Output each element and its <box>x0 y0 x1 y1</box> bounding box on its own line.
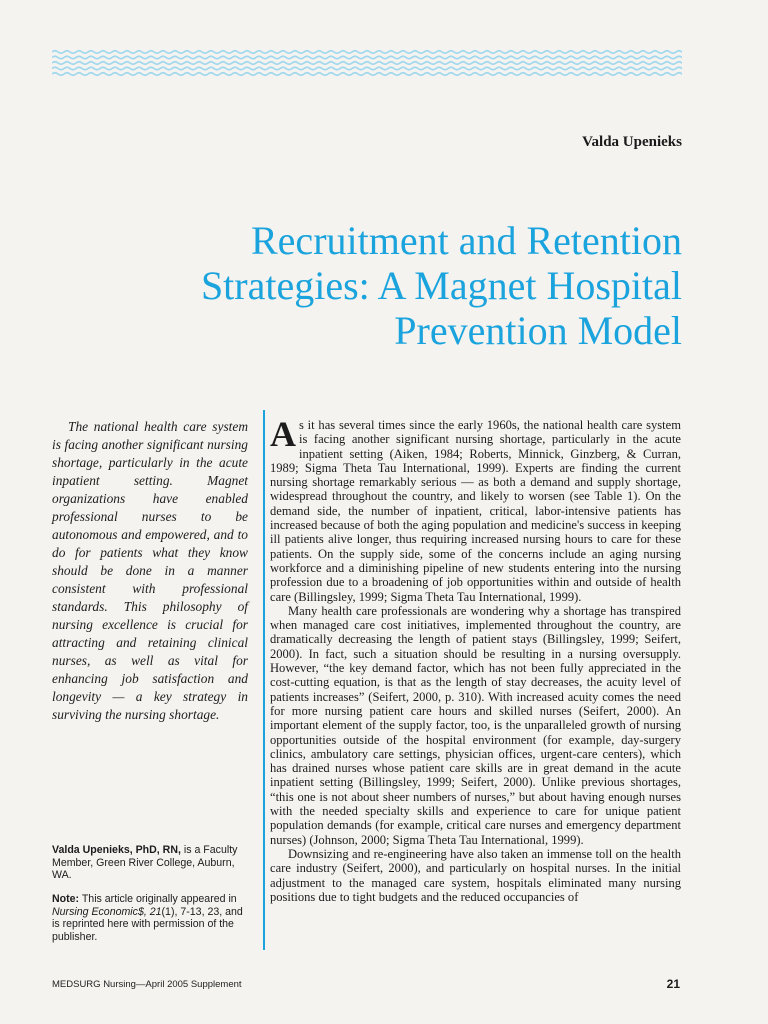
column-divider <box>263 410 265 950</box>
title-line-1: Recruitment and Retention <box>251 218 682 263</box>
author-name: Valda Upenieks <box>582 134 682 150</box>
note-journal: Nursing Economic$, 21 <box>52 905 162 918</box>
bio-name: Valda Upenieks, PhD, RN, <box>52 844 181 856</box>
body-paragraph-2: Many health care professionals are wondering why a shortage has transpired when managed care cost initiatives, implemented throughout the country, are dramatically decreasing the length of patient stays (Billingsley, 1999; Seifert, 2000). In fact, such a situation should be resulting in a nursing oversupply. However, “the key demand factor, which has not been fully appreciated in the cost-cutting equation, is that as the length of stay decreases, the acuity level of patients increases” (Seifert, 2000, p. 310). With increased acuity comes the need for more nursing patient care hours and skilled nurses (Seifert, 2000). An important element of the supply factor, too, is the unparalleled growth of nursing opportunities outside of the hospital environment (for example, day-surgery clinics, ambulatory care settings, physician offices, urgent-care centers), which has drained nurses whose patient care skills are in great demand in the acute inpatient setting (Billingsley, 1999; Seifert, 2000). Unlike previous shortages, “this one is not about sheer numbers of nurses,” but about having enough nurses with the needed specialty skills and experience to care for unique patient population demands (for example, critical care nurses and emergency department nurses) (Johnson, 2000; Sigma Theta Tau International, 1999). <box>270 603 681 847</box>
bio-text: is a Faculty Member, Green River College, Auburn, WA. <box>52 844 238 882</box>
title-line-3: Prevention Model <box>394 308 682 353</box>
note-label: Note: <box>52 893 80 905</box>
page-number: 21 <box>666 977 680 991</box>
note-pre: This article originally appeared in <box>79 893 237 905</box>
body-paragraph-3: Downsizing and re-engineering have also taken an immense toll on the health care industry (Seifert, 2000), and particularly on hospital nurses. In the initial adjustment to the managed care system, hospitals eliminated many nursing positions due to tight budgets and the reduced occupancies of <box>270 846 681 904</box>
title-line-2: Strategies: A Magnet Hospital <box>200 263 682 308</box>
note-post: (1), 7-13, 23, and is reprinted here with permission of the publisher. <box>52 905 243 943</box>
paragraph-1-text: s it has several times since the early 1960s, the national health care system is facing another significant nursing shortage, particularly in the acute inpatient setting (Aiken, 1984; Roberts, Minnick, Ginzberg, & Curran, 1989; Sigma Theta Tau International, 1999). Experts are finding the current nursing shortage remarkably serious — as both a demand and supply shortage, widespread throughout the country, and likely to worsen (see Table 1). On the demand side, the number of inpatient, critical, labor-intensive patients has increased because of both the aging population and medicine's success in keeping ill patients alive longer, thus requiring increased nursing hours to care for these patients. On the supply side, some of the concerns include an aging nursing workforce and a diminishing pipeline of new students entering into the nursing profession due to a broadening of job opportunities within and outside of health care (Billingsley, 1999; Sigma Theta Tau International, 1999). <box>270 418 681 604</box>
body-paragraph-1 <box>270 414 681 604</box>
drop-cap: A <box>270 414 296 454</box>
abstract-pullquote: The national health care system is facing another significant nursing shortage, particularly in the acute inpatient setting. Magnet organizations have enabled professional nurses to be autonomous and empowered, and to do for patients what they know should be done in a manner consistent with professional standards. This philosophy of nursing excellence is crucial for attracting and retaining clinical nurses, as well as vital for enhancing job satisfaction and longevity — a key strategy in surviving the nursing shortage. <box>52 419 248 722</box>
reprint-note <box>52 893 252 943</box>
article-title <box>62 218 682 353</box>
decorative-wave-band <box>52 48 682 78</box>
footer-journal: MEDSURG Nursing—April 2005 Supplement <box>52 979 242 990</box>
author-bio <box>52 844 252 882</box>
article-body <box>270 414 681 904</box>
